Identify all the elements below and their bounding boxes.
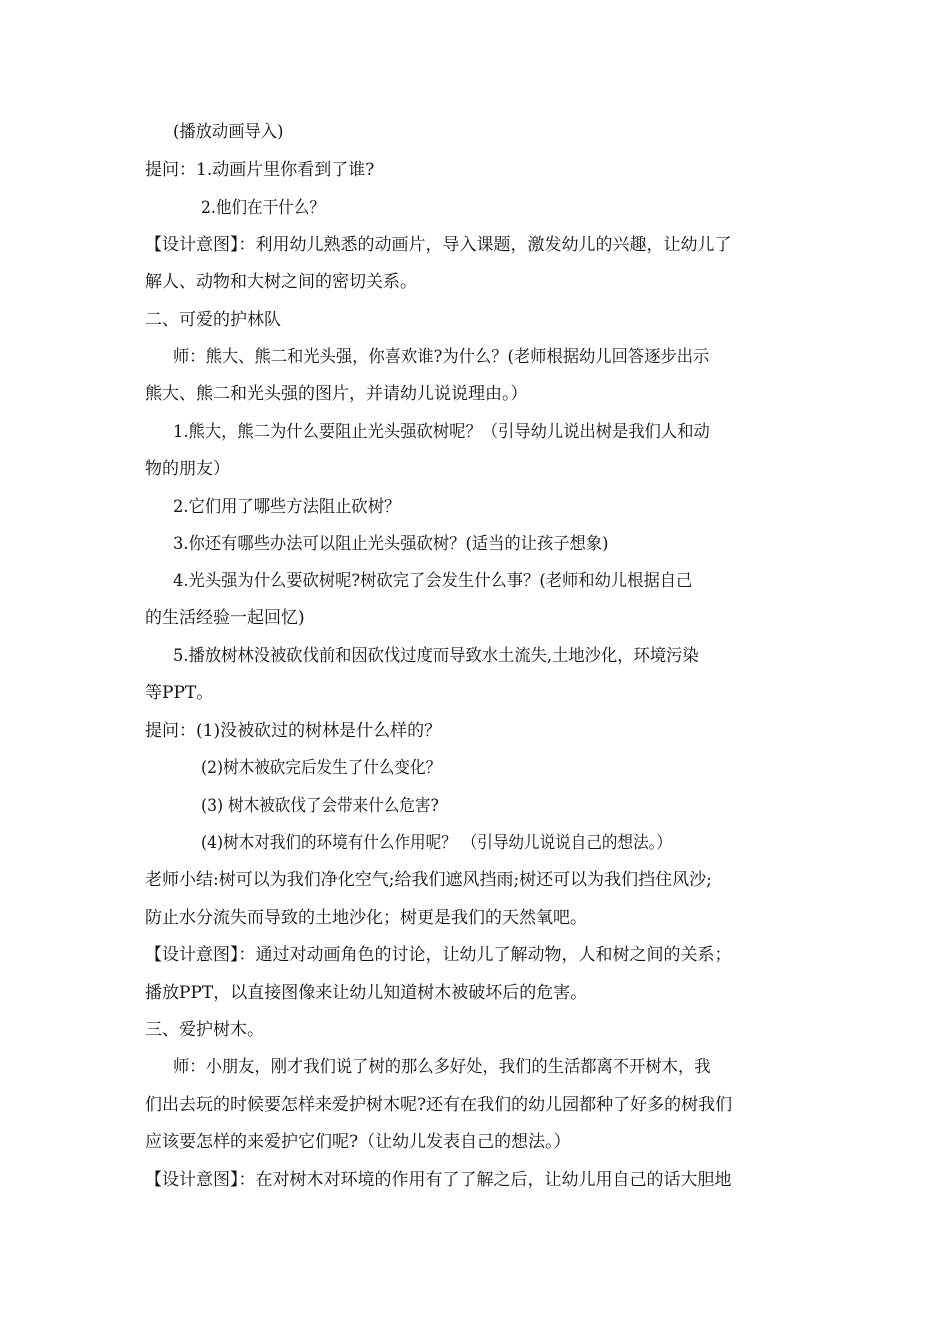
text-line: 4.光头强为什么要砍树呢?树砍完了会发生什么事？(老师和幼儿根据自己 [173,571,693,591]
text-line: 等PPT。 [145,683,214,703]
text-line: 提问：(1)没被砍过的树林是什么样的？ [145,721,442,741]
text-line: 老师小结:树可以为我们净化空气;给我们遮风挡雨;树还可以为我们挡住风沙; [145,870,712,890]
text-line: (播放动画导入) [173,122,284,142]
design-intent-line: 【设计意图】：通过对动画角色的讨论，让幼儿了解动物，人和树之间的关系； [145,945,732,965]
text-line: 师：熊大、熊二和光头强，你喜欢谁?为什么？(老师根据幼儿回答逐步出示 [173,347,710,367]
design-intent-line: 【设计意图】：在对树木对环境的作用有了了解之后，让幼儿用自己的话大胆地 [145,1170,732,1190]
text-line: 们出去玩的时候要怎样来爱护树木呢?还有在我们的幼儿园都种了好多的树我们 [145,1095,733,1115]
section-heading: 三、爱护树木。 [145,1020,264,1040]
text-line: 提问：1.动画片里你看到了谁? [145,160,375,180]
text-line: 熊大、熊二和光头强的图片，并请幼儿说说理由。） [145,384,528,404]
text-line: (3) 树木被砍伐了会带来什么危害? [201,796,439,816]
text-line: 应该要怎样的来爱护它们呢?（让幼儿发表自己的想法。） [145,1132,571,1152]
section-heading: 二、可爱的护林队 [145,310,281,330]
text-line: (4)树木对我们的环境有什么作用呢？ （引导幼儿说说自己的想法。） [201,833,673,853]
text-line: 的生活经验一起回忆) [145,608,305,628]
text-line: 播放PPT，以直接图像来让幼儿知道树木被破坏后的危害。 [145,983,588,1003]
text-line: 2.他们在干什么？ [201,198,325,218]
text-line: 解人、动物和大树之间的密切关系。 [145,272,417,292]
text-line: 2.它们用了哪些方法阻止砍树？ [173,497,401,517]
text-line: 5.播放树林没被砍伐前和因砍伐过度而导致水土流失,土地沙化，环境污染 [173,646,699,666]
text-line: 防止水分流失而导致的土地沙化；树更是我们的天然氧吧。 [145,908,587,928]
text-line: 3.你还有哪些办法可以阻止光头强砍树？(适当的让孩子想象) [173,534,609,554]
text-line: 师：小朋友，刚才我们说了树的那么多好处，我们的生活都离不开树木，我 [173,1057,711,1077]
text-line: 1.熊大，熊二为什么要阻止光头强砍树呢？（引导幼儿说出树是我们人和动 [173,422,710,442]
design-intent-line: 【设计意图】：利用幼儿熟悉的动画片，导入课题，激发幼儿的兴趣，让幼儿了 [145,235,732,255]
text-line: (2)树木被砍完后发生了什么变化？ [201,758,442,778]
text-line: 物的朋友） [145,459,230,479]
